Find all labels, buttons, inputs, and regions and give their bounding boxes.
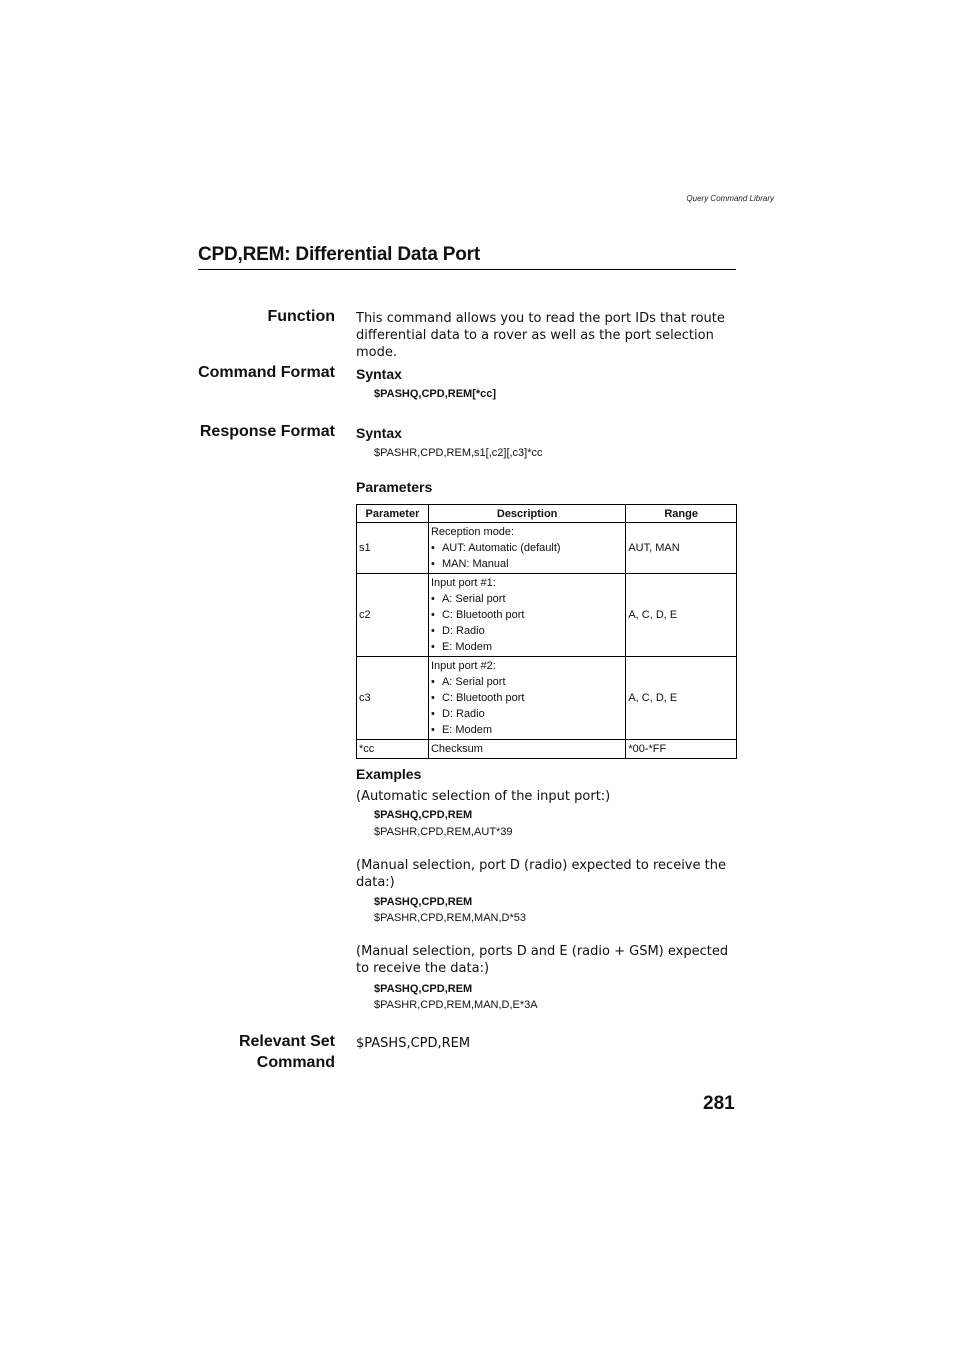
header-range: Range: [626, 505, 737, 523]
description-item: • AUT: Automatic (default): [431, 540, 623, 556]
header-description: Description: [428, 505, 625, 523]
description-title: Reception mode:: [430, 526, 515, 538]
range-cell: A, C, D, E: [626, 574, 737, 657]
table-row: [357, 740, 737, 759]
example-1-command: $PASHQ,CPD,REM: [374, 809, 473, 821]
example-2-command: $PASHQ,CPD,REM: [374, 896, 473, 908]
example-3-command: $PASHQ,CPD,REM: [374, 983, 473, 995]
example-3-response: $PASHR,CPD,REM,MAN,D,E*3A: [374, 999, 538, 1011]
description-item: • A: Serial port: [431, 591, 623, 607]
description-title: Input port #2:: [430, 660, 496, 672]
description-cell: Checksum: [428, 740, 625, 759]
param-cell: c2: [357, 574, 429, 657]
table-row: [357, 574, 737, 657]
function-heading: Function: [267, 308, 335, 325]
relevant-command: $PASHS,CPD,REM: [356, 1036, 471, 1051]
range-cell: A, C, D, E: [626, 657, 737, 740]
function-text: This command allows you to read the port IDs that route differential data to a rover as well as the port selection mode.: [356, 311, 725, 360]
description-cell: [428, 657, 625, 740]
description-item: • D: Radio: [431, 706, 623, 722]
example-1-text: (Automatic selection of the input port:): [356, 789, 611, 804]
range-cell: *00-*FF: [626, 740, 737, 759]
range-cell: AUT, MAN: [626, 523, 737, 574]
parameters-table: [356, 504, 737, 759]
description-item: • E: Modem: [431, 722, 623, 738]
header-parameter: Parameter: [357, 505, 429, 523]
relevant-heading: [239, 1031, 335, 1073]
parameters-heading: Parameters: [356, 479, 433, 495]
param-cell: *cc: [357, 740, 429, 759]
relevant-heading-line1: Relevant Set: [238, 1033, 335, 1050]
example-1-response: $PASHR,CPD,REM,AUT*39: [374, 826, 513, 838]
param-cell: c3: [357, 657, 429, 740]
example-3-text: (Manual selection, ports D and E (radio + GSM) expected to receive the data:): [356, 944, 729, 976]
description-item: • E: Modem: [431, 639, 623, 655]
description-item: • D: Radio: [431, 623, 623, 639]
description-item: • A: Serial port: [431, 674, 623, 690]
table-row: [357, 657, 737, 740]
examples-heading: Examples: [356, 766, 422, 782]
command-syntax-heading: Syntax: [356, 366, 402, 382]
description-title: Input port #1:: [430, 577, 496, 589]
command-syntax: $PASHQ,CPD,REM[*cc]: [374, 388, 497, 400]
example-2-text: (Manual selection, port D (radio) expected to receive the data:): [356, 858, 726, 890]
table-row: [357, 523, 737, 574]
page-number: 281: [703, 1093, 735, 1114]
description-item: • C: Bluetooth port: [431, 690, 623, 706]
param-cell: s1: [357, 523, 429, 574]
description-cell: [428, 574, 625, 657]
response-syntax: $PASHR,CPD,REM,s1[,c2][,c3]*cc: [374, 447, 543, 459]
description-item: • MAN: Manual: [431, 556, 623, 572]
running-header: Query Command Library: [686, 194, 774, 203]
description-cell: [428, 523, 625, 574]
example-2-response: $PASHR,CPD,REM,MAN,D*53: [374, 912, 526, 924]
response-format-heading: Response Format: [199, 423, 335, 440]
table-header-row: [357, 505, 737, 523]
response-syntax-heading: Syntax: [356, 425, 402, 441]
page-title: CPD,REM: Differential Data Port: [198, 244, 736, 270]
command-format-heading: Command Format: [198, 364, 335, 381]
description-item: • C: Bluetooth port: [431, 607, 623, 623]
relevant-heading-line2: Command: [256, 1054, 335, 1071]
